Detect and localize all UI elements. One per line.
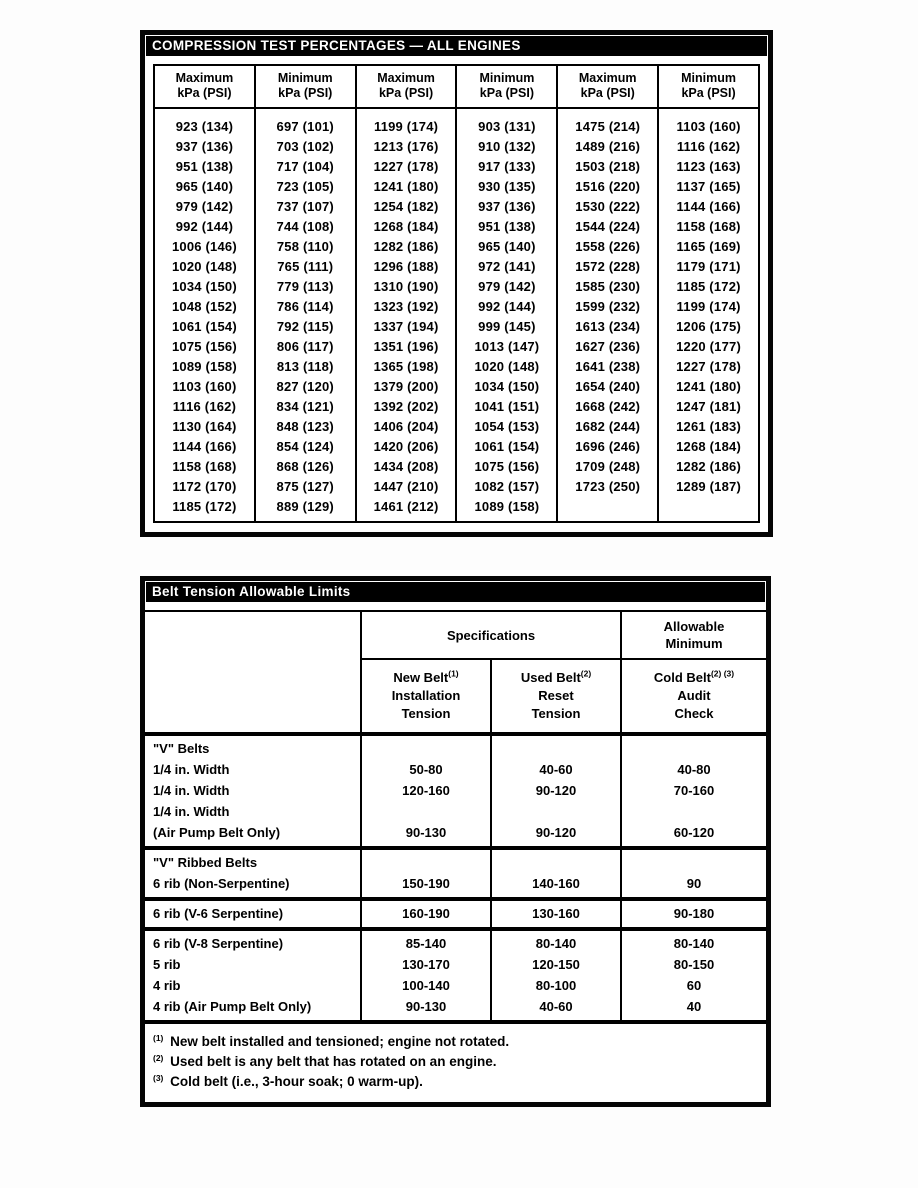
compression-table-head	[154, 65, 759, 108]
table-cell: 1075 (156)	[456, 457, 557, 477]
table-cell: 917 (133)	[456, 157, 557, 177]
table-cell: 1516 (220)	[557, 177, 658, 197]
table-cell: 1220 (177)	[658, 337, 759, 357]
table-row	[154, 437, 759, 457]
column-header	[491, 659, 621, 734]
column-header-line: Check	[674, 706, 714, 721]
table-cell: 40-60	[491, 759, 621, 780]
table-cell	[361, 801, 491, 822]
table-cell: 910 (132)	[456, 137, 557, 157]
table-cell: 979 (142)	[456, 277, 557, 297]
table-row	[154, 457, 759, 477]
table-cell: 1013 (147)	[456, 337, 557, 357]
table-cell: 1406 (204)	[356, 417, 457, 437]
table-cell	[557, 497, 658, 523]
row-label-cell: 4 rib (Air Pump Belt Only)	[145, 996, 361, 1022]
table-cell: 1020 (148)	[456, 357, 557, 377]
column-header-bottom: kPa (PSI)	[580, 86, 635, 100]
table-row	[145, 873, 766, 899]
table-cell: 744 (108)	[255, 217, 356, 237]
table-cell: 1585 (230)	[557, 277, 658, 297]
column-header	[621, 659, 766, 734]
table-cell: 80-150	[621, 954, 766, 975]
table-cell: 1503 (218)	[557, 157, 658, 177]
table-cell: 60-120	[621, 822, 766, 848]
table-row	[154, 157, 759, 177]
column-header-bottom: kPa (PSI)	[177, 86, 232, 100]
table-row	[145, 734, 766, 759]
table-cell: 1544 (224)	[557, 217, 658, 237]
table-cell: 1365 (198)	[356, 357, 457, 377]
column-header-bottom: kPa (PSI)	[278, 86, 333, 100]
footnote-marker: (3)	[153, 1072, 164, 1083]
table-cell: 1247 (181)	[658, 397, 759, 417]
table-cell: 1282 (186)	[658, 457, 759, 477]
table-cell: 868 (126)	[255, 457, 356, 477]
column-header-line: Reset	[538, 688, 574, 703]
table-cell: 1061 (154)	[154, 317, 255, 337]
table-row	[154, 397, 759, 417]
table-cell: 979 (142)	[154, 197, 255, 217]
table-cell: 1199 (174)	[658, 297, 759, 317]
table-cell: 90	[621, 873, 766, 899]
table-row	[145, 759, 766, 780]
table-cell: 1337 (194)	[356, 317, 457, 337]
table-cell: 1082 (157)	[456, 477, 557, 497]
table-cell: 779 (113)	[255, 277, 356, 297]
row-label-cell: 1/4 in. Width	[145, 759, 361, 780]
table-cell: 1089 (158)	[456, 497, 557, 523]
table-cell: 1041 (151)	[456, 397, 557, 417]
table-cell: 1296 (188)	[356, 257, 457, 277]
table-row	[154, 417, 759, 437]
column-header	[361, 659, 491, 734]
footnote: $^{(2)}$ Used belt is any belt that has rotated on an engine.	[153, 1052, 497, 1069]
table-row	[145, 801, 766, 822]
table-cell: 1054 (153)	[456, 417, 557, 437]
table-cell: 923 (134)	[154, 108, 255, 137]
table-cell: 1116 (162)	[154, 397, 255, 417]
compression-table-inner	[145, 57, 768, 532]
table-cell: 786 (114)	[255, 297, 356, 317]
table-cell: 1447 (210)	[356, 477, 457, 497]
table-cell: 723 (105)	[255, 177, 356, 197]
row-label-cell: 6 rib (Non-Serpentine)	[145, 873, 361, 899]
belt-table-title: Belt Tension Allowable Limits	[145, 581, 766, 603]
table-cell: 40-80	[621, 759, 766, 780]
column-header-line: Tension	[531, 706, 581, 721]
section-title-cell: "V" Belts	[145, 734, 361, 759]
table-cell: 1599 (232)	[557, 297, 658, 317]
table-row	[154, 497, 759, 523]
table-cell: 1227 (178)	[356, 157, 457, 177]
table-cell: 130-170	[361, 954, 491, 975]
table-cell: 765 (111)	[255, 257, 356, 277]
table-row	[154, 257, 759, 277]
table-cell: 1241 (180)	[658, 377, 759, 397]
table-cell: 937 (136)	[456, 197, 557, 217]
table-cell: 903 (131)	[456, 108, 557, 137]
row-label-cell: 1/4 in. Width	[145, 780, 361, 801]
table-cell: 1668 (242)	[557, 397, 658, 417]
table-cell: 1268 (184)	[658, 437, 759, 457]
table-cell: 1179 (171)	[658, 257, 759, 277]
table-cell: 1206 (175)	[658, 317, 759, 337]
table-cell: 806 (117)	[255, 337, 356, 357]
column-header-bottom: kPa (PSI)	[378, 86, 434, 100]
table-row	[145, 996, 766, 1022]
table-cell: 1123 (163)	[658, 157, 759, 177]
table-cell	[621, 848, 766, 873]
column-header-top: Maximum	[578, 71, 637, 85]
compression-table	[153, 64, 760, 523]
table-cell: 1392 (202)	[356, 397, 457, 417]
corner-cell	[145, 611, 361, 734]
table-cell: 951 (138)	[154, 157, 255, 177]
footnote-marker: (2) (3)	[710, 668, 735, 679]
table-cell	[658, 497, 759, 523]
table-row	[154, 137, 759, 157]
table-cell: 697 (101)	[255, 108, 356, 137]
specifications-header: Specifications	[361, 611, 621, 659]
footnote-marker: (1)	[153, 1032, 164, 1043]
allowable-line2: Minimum	[665, 636, 723, 651]
table-cell: 1165 (169)	[658, 237, 759, 257]
table-cell: 40-60	[491, 996, 621, 1022]
row-label-cell: 4 rib	[145, 975, 361, 996]
table-cell: 1268 (184)	[356, 217, 457, 237]
table-cell: 827 (120)	[255, 377, 356, 397]
table-cell: 951 (138)	[456, 217, 557, 237]
table-cell: 1572 (228)	[557, 257, 658, 277]
table-row	[154, 277, 759, 297]
table-cell: 1461 (212)	[356, 497, 457, 523]
table-cell: 1323 (192)	[356, 297, 457, 317]
column-header-name: Cold Belt$^{(2) (3)}$	[653, 668, 735, 685]
table-cell: 1254 (182)	[356, 197, 457, 217]
table-cell: 937 (136)	[154, 137, 255, 157]
table-row	[154, 337, 759, 357]
table-cell: 717 (104)	[255, 157, 356, 177]
table-cell: 80-140	[491, 929, 621, 954]
table-row	[154, 177, 759, 197]
footnote-marker: (2)	[580, 668, 592, 679]
table-cell: 1709 (248)	[557, 457, 658, 477]
table-cell: 100-140	[361, 975, 491, 996]
table-row	[154, 377, 759, 397]
compression-table-block	[140, 30, 773, 537]
table-cell: 999 (145)	[456, 317, 557, 337]
table-cell: 1475 (214)	[557, 108, 658, 137]
table-cell: 889 (129)	[255, 497, 356, 523]
table-cell: 130-160	[491, 899, 621, 929]
table-cell: 1261 (183)	[658, 417, 759, 437]
table-cell: 1172 (170)	[154, 477, 255, 497]
table-cell	[491, 848, 621, 873]
table-cell: 992 (144)	[154, 217, 255, 237]
table-cell: 160-190	[361, 899, 491, 929]
table-cell: 1613 (234)	[557, 317, 658, 337]
column-header-line: Tension	[401, 706, 451, 721]
table-cell: 120-160	[361, 780, 491, 801]
row-label-cell: 6 rib (V-6 Serpentine)	[145, 899, 361, 929]
table-cell: 1379 (200)	[356, 377, 457, 397]
footnote: $^{(3)}$ Cold belt (i.e., 3-hour soak; 0 warm-up).	[153, 1072, 423, 1089]
table-cell: 965 (140)	[456, 237, 557, 257]
table-cell: 1185 (172)	[154, 497, 255, 523]
table-cell: 80-140	[621, 929, 766, 954]
table-row	[145, 899, 766, 929]
table-cell: 737 (107)	[255, 197, 356, 217]
table-cell: 150-190	[361, 873, 491, 899]
table-cell: 90-120	[491, 822, 621, 848]
table-cell: 1116 (162)	[658, 137, 759, 157]
row-label-cell: (Air Pump Belt Only)	[145, 822, 361, 848]
allowable-line1: Allowable	[663, 619, 725, 634]
column-header-line: Audit	[677, 688, 711, 703]
column-header-top: Minimum	[681, 71, 736, 85]
table-row	[154, 108, 759, 137]
column-header	[456, 65, 557, 108]
table-cell: 1310 (190)	[356, 277, 457, 297]
table-cell: 140-160	[491, 873, 621, 899]
column-header-top: Minimum	[277, 71, 333, 85]
table-row	[154, 317, 759, 337]
column-header-bottom: kPa (PSI)	[681, 86, 736, 100]
table-row	[145, 975, 766, 996]
belt-table-head	[145, 611, 766, 734]
table-row	[145, 822, 766, 848]
table-cell: 1137 (165)	[658, 177, 759, 197]
row-label-cell: 6 rib (V-8 Serpentine)	[145, 929, 361, 954]
table-cell: 1158 (168)	[154, 457, 255, 477]
table-cell: 758 (110)	[255, 237, 356, 257]
table-cell: 992 (144)	[456, 297, 557, 317]
table-cell: 90-180	[621, 899, 766, 929]
table-cell: 1103 (160)	[154, 377, 255, 397]
table-cell: 1420 (206)	[356, 437, 457, 457]
table-cell: 85-140	[361, 929, 491, 954]
table-cell: 1213 (176)	[356, 137, 457, 157]
table-cell: 120-150	[491, 954, 621, 975]
belt-group-header-row	[145, 611, 766, 659]
table-cell: 1530 (222)	[557, 197, 658, 217]
allowable-minimum-header	[621, 611, 766, 659]
table-cell: 854 (124)	[255, 437, 356, 457]
table-row	[145, 848, 766, 873]
table-cell: 834 (121)	[255, 397, 356, 417]
belt-tension-table	[145, 610, 766, 1024]
table-cell	[491, 801, 621, 822]
table-cell: 813 (118)	[255, 357, 356, 377]
table-cell: 1034 (150)	[154, 277, 255, 297]
footnote-marker: (2)	[153, 1052, 164, 1063]
table-row	[154, 217, 759, 237]
table-cell: 703 (102)	[255, 137, 356, 157]
column-header	[255, 65, 356, 108]
column-header-line: Installation	[391, 688, 461, 703]
table-cell: 1627 (236)	[557, 337, 658, 357]
table-cell	[361, 734, 491, 759]
table-cell: 1654 (240)	[557, 377, 658, 397]
belt-section	[145, 899, 766, 929]
table-cell: 1048 (152)	[154, 297, 255, 317]
table-cell: 1130 (164)	[154, 417, 255, 437]
table-cell: 1682 (244)	[557, 417, 658, 437]
column-header	[658, 65, 759, 108]
table-cell: 90-120	[491, 780, 621, 801]
column-header	[356, 65, 457, 108]
table-cell: 1185 (172)	[658, 277, 759, 297]
footnote: $^{(1)}$ New belt installed and tensioned; engine not rotated.	[153, 1032, 510, 1049]
column-header-top: Minimum	[479, 71, 535, 85]
table-cell: 1558 (226)	[557, 237, 658, 257]
table-row	[154, 357, 759, 377]
row-label-cell: 5 rib	[145, 954, 361, 975]
compression-table-rows	[154, 108, 759, 522]
column-header-bottom: kPa (PSI)	[479, 86, 534, 100]
table-cell: 1289 (187)	[658, 477, 759, 497]
column-header-name: Used Belt$^{(2)}$	[520, 668, 592, 685]
table-cell	[491, 734, 621, 759]
row-label-cell: 1/4 in. Width	[145, 801, 361, 822]
table-cell: 875 (127)	[255, 477, 356, 497]
table-row	[145, 780, 766, 801]
compression-header-row	[154, 65, 759, 108]
belt-table-block	[140, 576, 771, 1107]
section-title-cell: "V" Ribbed Belts	[145, 848, 361, 873]
table-cell: 1282 (186)	[356, 237, 457, 257]
table-cell: 70-160	[621, 780, 766, 801]
table-row	[154, 477, 759, 497]
table-cell: 1061 (154)	[456, 437, 557, 457]
table-row	[145, 954, 766, 975]
column-header-name: New Belt$^{(1)}$	[393, 668, 459, 685]
table-cell: 972 (141)	[456, 257, 557, 277]
table-cell: 90-130	[361, 822, 491, 848]
table-cell: 50-80	[361, 759, 491, 780]
belt-section	[145, 734, 766, 848]
table-cell: 1696 (246)	[557, 437, 658, 457]
belt-section	[145, 929, 766, 1022]
footnotes	[145, 1024, 766, 1102]
table-row	[154, 297, 759, 317]
compression-table-title: COMPRESSION TEST PERCENTAGES — ALL ENGINES	[145, 35, 768, 57]
table-cell: 1351 (196)	[356, 337, 457, 357]
table-cell: 1144 (166)	[154, 437, 255, 457]
table-cell: 792 (115)	[255, 317, 356, 337]
table-cell	[621, 734, 766, 759]
table-cell: 1103 (160)	[658, 108, 759, 137]
table-cell: 1089 (158)	[154, 357, 255, 377]
table-cell: 1434 (208)	[356, 457, 457, 477]
table-cell: 90-130	[361, 996, 491, 1022]
table-cell	[361, 848, 491, 873]
table-cell: 1144 (166)	[658, 197, 759, 217]
table-cell: 1020 (148)	[154, 257, 255, 277]
table-cell: 848 (123)	[255, 417, 356, 437]
table-cell: 40	[621, 996, 766, 1022]
table-cell: 1641 (238)	[557, 357, 658, 377]
table-row	[154, 197, 759, 217]
table-row	[154, 237, 759, 257]
belt-section	[145, 848, 766, 899]
table-cell: 1075 (156)	[154, 337, 255, 357]
table-cell: 965 (140)	[154, 177, 255, 197]
column-header-top: Maximum	[175, 71, 234, 85]
table-cell: 1227 (178)	[658, 357, 759, 377]
table-cell: 1199 (174)	[356, 108, 457, 137]
table-cell: 80-100	[491, 975, 621, 996]
column-header-top: Maximum	[377, 71, 435, 85]
table-cell	[621, 801, 766, 822]
column-header	[557, 65, 658, 108]
table-cell: 1034 (150)	[456, 377, 557, 397]
table-cell: 1723 (250)	[557, 477, 658, 497]
table-cell: 1241 (180)	[356, 177, 457, 197]
footnote-marker: (1)	[448, 668, 459, 679]
table-cell: 1158 (168)	[658, 217, 759, 237]
table-row	[145, 929, 766, 954]
column-header	[154, 65, 255, 108]
table-cell: 60	[621, 975, 766, 996]
table-cell: 1489 (216)	[557, 137, 658, 157]
table-cell: 1006 (146)	[154, 237, 255, 257]
table-cell: 930 (135)	[456, 177, 557, 197]
